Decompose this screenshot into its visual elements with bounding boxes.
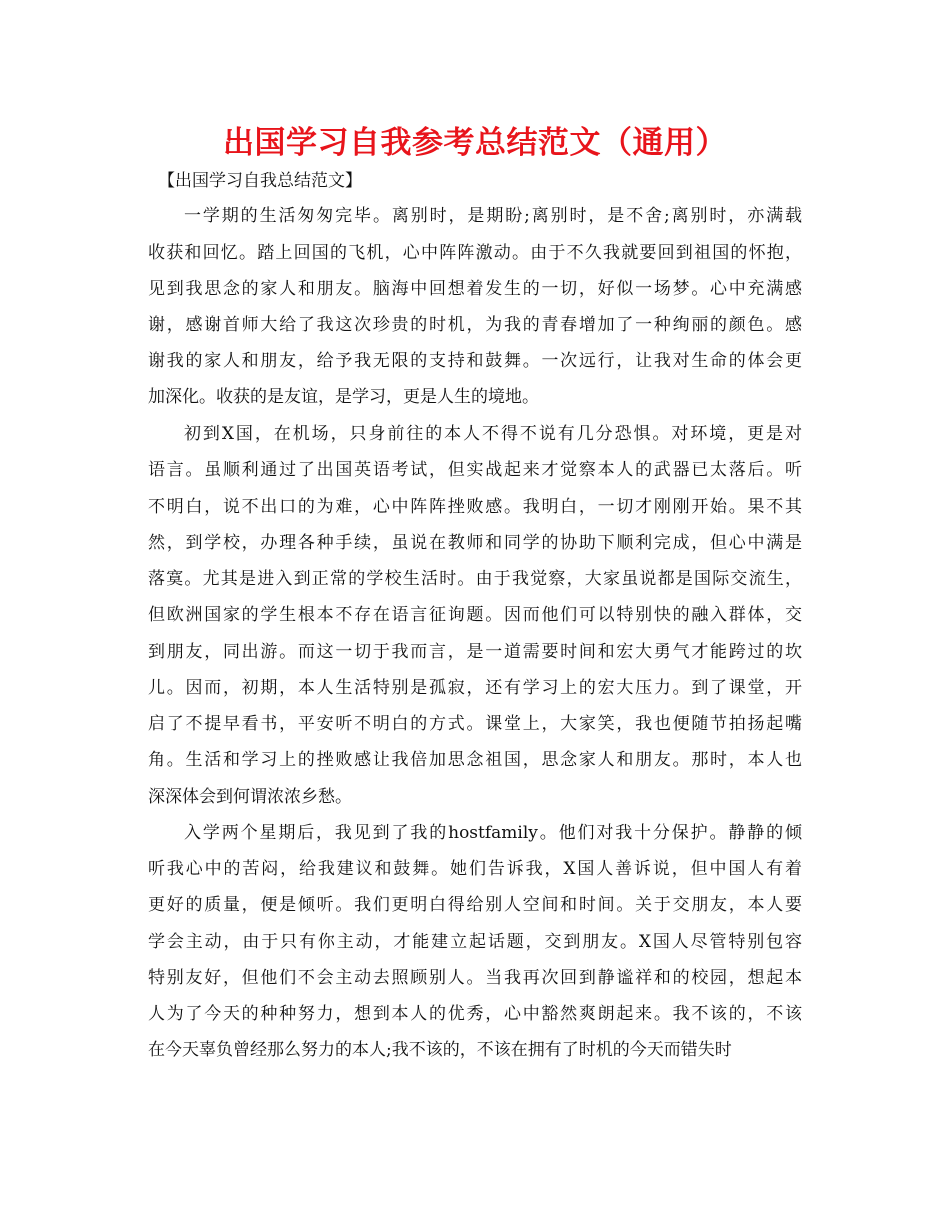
paragraph-2-line-7: 到朋友，同出游。而这一切于我而言，是一道需要时间和宏大勇气才能跨过的坎 [148,642,802,662]
paragraph-2-line-10: 角。生活和学习上的挫败感让我倍加思念祖国，思念家人和朋友。那时，本人也 [148,750,802,770]
paragraph-3-line-6: 人为了今天的种种努力，想到本人的优秀，心中豁然爽朗起来。我不该的，不该 [148,1004,802,1024]
document-subtitle: 【出国学习自我总结范文】 [158,171,362,191]
paragraph-2-line-3: 不明白，说不出口的为难，心中阵阵挫败感。我明白，一切才刚刚开始。果不其 [148,497,802,517]
paragraph-1-line-4: 谢，感谢首师大给了我这次珍贵的时机，为我的青春增加了一种绚丽的颜色。感 [148,315,802,335]
document-title: 出国学习自我参考总结范文（通用） [223,125,727,161]
paragraph-3-line-7: 在今天辜负曾经那么努力的本人;我不该的，不该在拥有了时机的今天而错失时 [148,1040,732,1060]
paragraph-2-line-2: 语言。虽顺利通过了出国英语考试，但实战起来才觉察本人的武器已太落后。听 [148,460,802,480]
paragraph-2-line-5: 落寞。尤其是进入到正常的学校生活时。由于我觉察，大家虽说都是国际交流生， [148,569,802,589]
paragraph-2-line-8: 儿。因而，初期，本人生活特别是孤寂，还有学习上的宏大压力。到了课堂，开 [148,678,802,698]
paragraph-2-line-6: 但欧洲国家的学生根本不存在语言征询题。因而他们可以特别快的融入群体，交 [148,605,802,625]
paragraph-3-line-2: 听我心中的苦闷，给我建议和鼓舞。她们告诉我，X国人善诉说，但中国人有着 [148,859,802,879]
paragraph-2-line-11: 深深体会到何谓浓浓乡愁。 [148,787,352,807]
paragraph-2-line-1: 初到X国，在机场，只身前往的本人不得不说有几分恐惧。对环境，更是对 [184,424,802,444]
paragraph-1-line-3: 见到我思念的家人和朋友。脑海中回想着发生的一切，好似一场梦。心中充满感 [148,279,802,299]
paragraph-2-line-9: 启了不提早看书，平安听不明白的方式。课堂上，大家笑，我也便随节拍扬起嘴 [148,714,802,734]
paragraph-3-line-3: 更好的质量，便是倾听。我们更明白得给别人空间和时间。关于交朋友，本人要 [148,895,802,915]
paragraph-1-line-5: 谢我的家人和朋友，给予我无限的支持和鼓舞。一次远行，让我对生命的体会更 [148,351,802,371]
paragraph-3-line-5: 特别友好，但他们不会主动去照顾别人。当我再次回到静谧祥和的校园，想起本 [148,968,802,988]
paragraph-1-line-6: 加深化。收获的是友谊，是学习，更是人生的境地。 [148,387,539,407]
paragraph-3-line-1: 入学两个星期后，我见到了我的hostfamily。他们对我十分保护。静静的倾 [184,823,802,843]
paragraph-1-line-1: 一学期的生活匆匆完毕。离别时，是期盼;离别时，是不舍;离别时，亦满载 [184,206,802,226]
paragraph-3-line-4: 学会主动，由于只有你主动，才能建立起话题，交到朋友。X国人尽管特别包容 [148,932,802,952]
paragraph-1-line-2: 收获和回忆。踏上回国的飞机，心中阵阵激动。由于不久我就要回到祖国的怀抱， [148,243,802,263]
paragraph-2-line-4: 然，到学校，办理各种手续，虽说在教师和同学的协助下顺利完成，但心中满是 [148,533,802,553]
